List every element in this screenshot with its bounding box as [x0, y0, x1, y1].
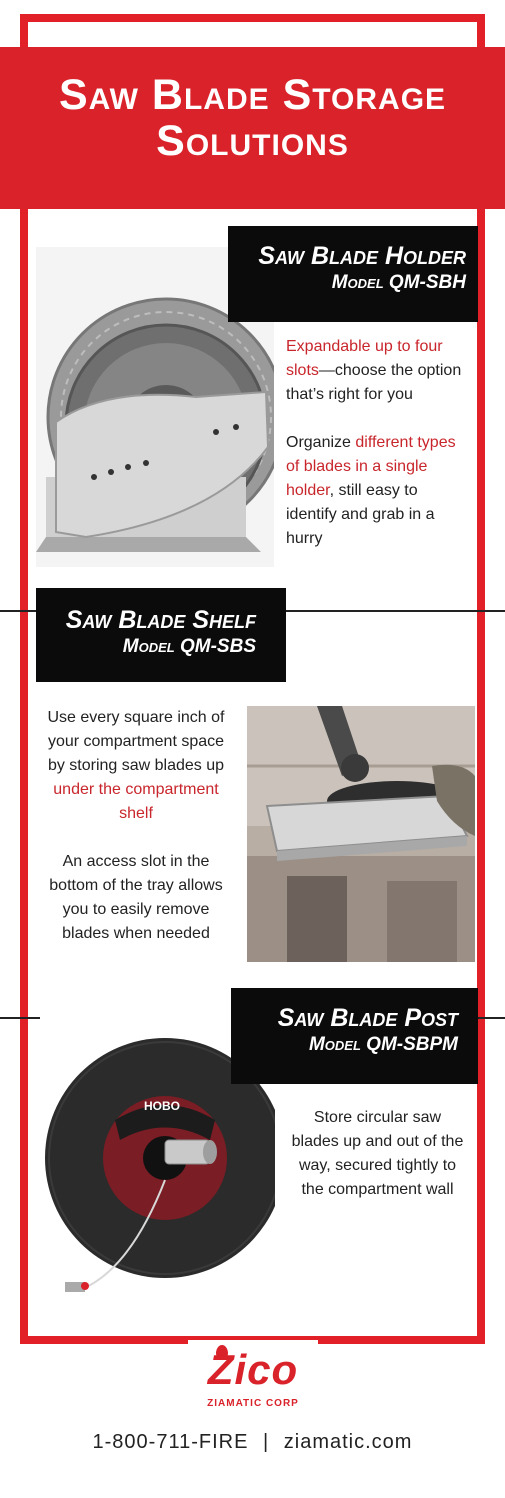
holder-text-2a: Organize — [286, 434, 356, 451]
shelf-description — [40, 706, 232, 946]
holder-paragraph-1 — [286, 335, 466, 407]
holder-model: Model QM-SBH — [331, 272, 466, 293]
post-model: Model QM-SBPM — [308, 1034, 458, 1055]
page-title: Saw Blade Storage Solutions — [58, 71, 447, 165]
post-title: Saw Blade Post — [277, 1004, 458, 1032]
holder-paragraph-2 — [286, 431, 466, 551]
saw-blade-shelf-photo — [247, 706, 475, 962]
shelf-paragraph-2 — [40, 850, 232, 946]
shelf-text-1: Use every square inch of your compartment space by storing saw blades up — [47, 709, 225, 774]
blade-brand-label: HOBO — [144, 1099, 180, 1113]
shelf-highlight-1: under the compartment shelf — [53, 781, 219, 822]
holder-text-1: —choose the option that’s right for you — [286, 362, 462, 403]
logo-company: ZIAMATIC CORP — [207, 1398, 299, 1409]
footer-website: ziamatic.com — [283, 1431, 413, 1453]
holder-text-2b: , still easy to identify and grab in a hurry — [286, 482, 435, 547]
post-text-1: Store circular saw blades up and out of the way, secured tightly to the compartment wall — [291, 1109, 464, 1198]
shelf-paragraph-1 — [40, 706, 232, 826]
footer-phone: 1-800-711-FIRE — [92, 1431, 249, 1453]
holder-title: Saw Blade Holder — [258, 242, 466, 270]
shelf-title: Saw Blade Shelf — [65, 606, 256, 634]
holder-heading-box — [228, 226, 478, 322]
holder-highlight-1: Expandable up to four slots — [286, 338, 443, 379]
logo-word: Zico — [207, 1346, 299, 1393]
title-banner — [0, 47, 505, 209]
shelf-model: Model QM-SBS — [122, 636, 256, 657]
footer-separator: | — [263, 1431, 270, 1453]
holder-description — [286, 335, 466, 551]
post-description — [290, 1106, 465, 1202]
footer-contact — [0, 1431, 505, 1454]
holder-highlight-2: different types of blades in a single holder — [286, 434, 456, 499]
post-paragraph-1 — [290, 1106, 465, 1202]
shelf-heading-box — [36, 588, 286, 682]
post-heading-box — [231, 988, 478, 1084]
shelf-text-2: An access slot in the bottom of the tray allows you to easily remove blades when needed — [49, 853, 223, 942]
zico-logo — [188, 1340, 318, 1420]
